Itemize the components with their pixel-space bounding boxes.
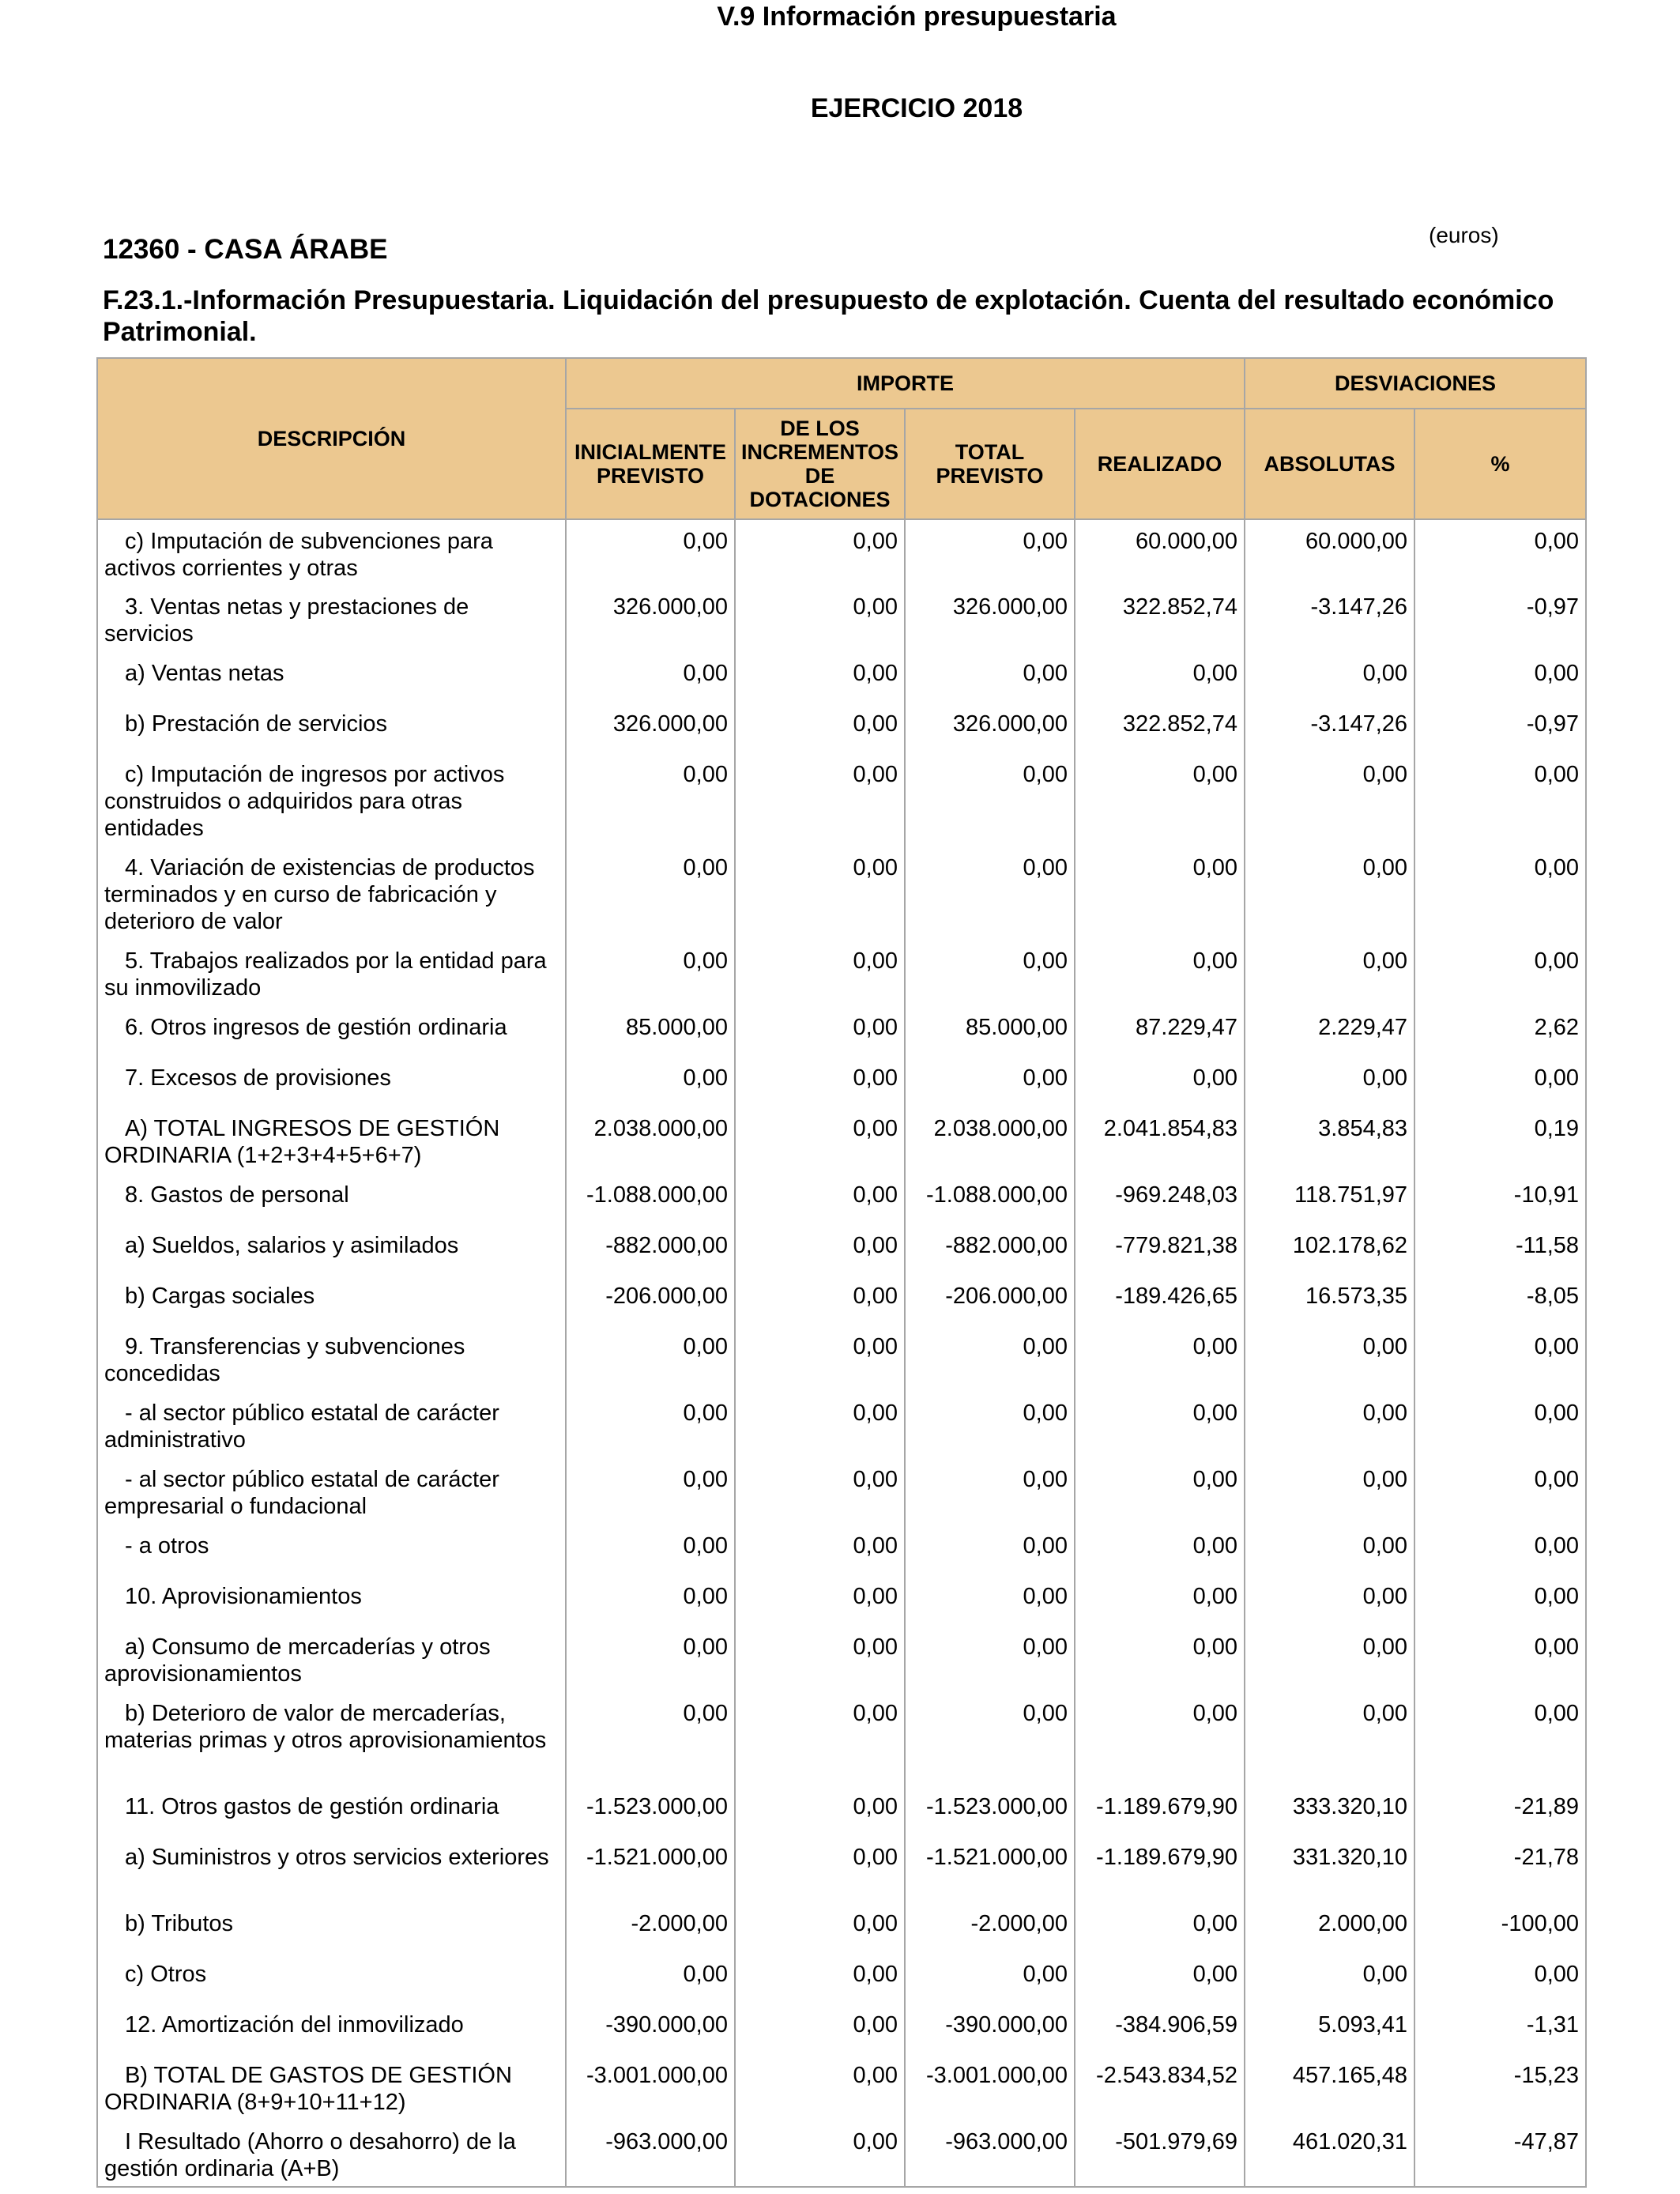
- row-description-text: I Resultado (Ahorro o desahorro) de la gestión ordinaria (A+B): [104, 2129, 516, 2181]
- row-description-text: c) Imputación de ingresos por activos construidos o adquiridos para otras entidades: [104, 762, 505, 841]
- cell-pct: 0,00: [1414, 1525, 1586, 1575]
- header-group-importe: IMPORTE: [566, 358, 1245, 409]
- cell-inc: 0,00: [735, 1785, 905, 1836]
- row-description-text: a) Ventas netas: [125, 661, 284, 686]
- cell-abs: 0,00: [1245, 1057, 1414, 1107]
- row-description-text: 7. Excesos de provisiones: [125, 1065, 391, 1091]
- header-absolutas: ABSOLUTAS: [1245, 409, 1414, 519]
- row-description: [97, 1692, 566, 1785]
- table-row: [97, 1057, 1586, 1107]
- row-description: [97, 1836, 566, 1902]
- cell-real: 322.852,74: [1075, 703, 1245, 753]
- cell-tot: 0,00: [905, 1525, 1075, 1575]
- cell-abs: 0,00: [1245, 940, 1414, 1006]
- cell-ini: -963.000,00: [566, 2120, 735, 2187]
- row-description-text: b) Deterioro de valor de mercaderías, materias primas y otros aprovisionamientos: [104, 1701, 547, 1753]
- cell-ini: -1.523.000,00: [566, 1785, 735, 1836]
- row-description: [97, 519, 566, 586]
- cell-pct: 0,00: [1414, 1626, 1586, 1692]
- row-description-text: 12. Amortización del inmovilizado: [125, 2012, 464, 2038]
- row-description: [97, 846, 566, 940]
- table-row: [97, 940, 1586, 1006]
- row-description: [97, 1902, 566, 1953]
- cell-tot: 0,00: [905, 940, 1075, 1006]
- cell-inc: 0,00: [735, 1458, 905, 1525]
- document-title: V.9 Información presupuestaria: [717, 2, 1117, 32]
- cell-pct: 0,00: [1414, 1392, 1586, 1458]
- cell-real: -1.189.679,90: [1075, 1785, 1245, 1836]
- table-row: [97, 1902, 1586, 1953]
- row-description: [97, 1057, 566, 1107]
- cell-inc: 0,00: [735, 586, 905, 652]
- cell-inc: 0,00: [735, 1953, 905, 2004]
- cell-abs: 60.000,00: [1245, 519, 1414, 586]
- cell-ini: 0,00: [566, 1057, 735, 1107]
- cell-abs: 0,00: [1245, 1525, 1414, 1575]
- cell-real: 0,00: [1075, 1057, 1245, 1107]
- table-row: [97, 2004, 1586, 2054]
- cell-pct: 0,19: [1414, 1107, 1586, 1174]
- cell-tot: 326.000,00: [905, 703, 1075, 753]
- table-row: [97, 1325, 1586, 1392]
- cell-real: 87.229,47: [1075, 1006, 1245, 1057]
- cell-tot: 0,00: [905, 1692, 1075, 1785]
- cell-pct: -11,58: [1414, 1224, 1586, 1275]
- table-row: [97, 1692, 1586, 1785]
- row-description-text: c) Otros: [125, 1962, 207, 1987]
- cell-abs: 0,00: [1245, 1575, 1414, 1626]
- cell-inc: 0,00: [735, 519, 905, 586]
- cell-inc: 0,00: [735, 1224, 905, 1275]
- cell-ini: -1.521.000,00: [566, 1836, 735, 1902]
- cell-pct: 0,00: [1414, 846, 1586, 940]
- cell-pct: 0,00: [1414, 652, 1586, 703]
- header-percent: %: [1414, 409, 1586, 519]
- table-row: [97, 1006, 1586, 1057]
- table-row: [97, 2054, 1586, 2120]
- cell-ini: 0,00: [566, 1626, 735, 1692]
- header-group-desviaciones: DESVIACIONES: [1245, 358, 1586, 409]
- header-total-previsto: TOTAL PREVISTO: [905, 409, 1075, 519]
- row-description: [97, 1392, 566, 1458]
- cell-inc: 0,00: [735, 703, 905, 753]
- cell-ini: -390.000,00: [566, 2004, 735, 2054]
- cell-ini: 0,00: [566, 1458, 735, 1525]
- cell-ini: 0,00: [566, 1575, 735, 1626]
- cell-abs: -3.147,26: [1245, 703, 1414, 753]
- header-descripcion: DESCRIPCIÓN: [97, 358, 566, 519]
- cell-ini: 85.000,00: [566, 1006, 735, 1057]
- cell-abs: 118.751,97: [1245, 1174, 1414, 1224]
- cell-inc: 0,00: [735, 1525, 905, 1575]
- cell-tot: 326.000,00: [905, 586, 1075, 652]
- cell-real: 0,00: [1075, 1325, 1245, 1392]
- cell-ini: 0,00: [566, 1325, 735, 1392]
- cell-pct: -0,97: [1414, 703, 1586, 753]
- cell-real: 0,00: [1075, 1458, 1245, 1525]
- cell-inc: 0,00: [735, 1575, 905, 1626]
- row-description-text: 8. Gastos de personal: [125, 1182, 349, 1208]
- cell-inc: 0,00: [735, 1006, 905, 1057]
- table-row: [97, 1785, 1586, 1836]
- row-description: [97, 652, 566, 703]
- table-row: [97, 703, 1586, 753]
- cell-tot: 0,00: [905, 753, 1075, 846]
- row-description: [97, 1174, 566, 1224]
- cell-ini: 0,00: [566, 1692, 735, 1785]
- row-description-text: a) Consumo de mercaderías y otros aprovisionamientos: [104, 1634, 491, 1687]
- cell-inc: 0,00: [735, 1057, 905, 1107]
- cell-abs: 0,00: [1245, 753, 1414, 846]
- cell-real: 0,00: [1075, 753, 1245, 846]
- cell-pct: 0,00: [1414, 1953, 1586, 2004]
- cell-real: 0,00: [1075, 1692, 1245, 1785]
- cell-abs: 2.229,47: [1245, 1006, 1414, 1057]
- cell-real: 60.000,00: [1075, 519, 1245, 586]
- table-row: [97, 1458, 1586, 1525]
- cell-real: 0,00: [1075, 846, 1245, 940]
- row-description-text: 4. Variación de existencias de productos terminados y en curso de fabricación y deterioro de valor: [104, 855, 535, 934]
- cell-pct: 0,00: [1414, 940, 1586, 1006]
- table-row: [97, 1275, 1586, 1325]
- cell-abs: 457.165,48: [1245, 2054, 1414, 2120]
- cell-abs: 3.854,83: [1245, 1107, 1414, 1174]
- cell-abs: 333.320,10: [1245, 1785, 1414, 1836]
- cell-inc: 0,00: [735, 1836, 905, 1902]
- cell-tot: 0,00: [905, 1325, 1075, 1392]
- cell-ini: 0,00: [566, 652, 735, 703]
- cell-ini: 0,00: [566, 846, 735, 940]
- cell-pct: -8,05: [1414, 1275, 1586, 1325]
- cell-pct: -21,89: [1414, 1785, 1586, 1836]
- row-description: [97, 1006, 566, 1057]
- cell-real: -779.821,38: [1075, 1224, 1245, 1275]
- cell-pct: 0,00: [1414, 1458, 1586, 1525]
- cell-pct: 0,00: [1414, 753, 1586, 846]
- cell-real: 0,00: [1075, 652, 1245, 703]
- row-description-text: 10. Aprovisionamientos: [125, 1584, 362, 1609]
- cell-inc: 0,00: [735, 846, 905, 940]
- cell-tot: -2.000,00: [905, 1902, 1075, 1953]
- exercise-year: EJERCICIO 2018: [810, 93, 1023, 123]
- cell-real: 0,00: [1075, 1902, 1245, 1953]
- table-row: [97, 1525, 1586, 1575]
- table-body: [97, 519, 1586, 2187]
- cell-inc: 0,00: [735, 652, 905, 703]
- cell-tot: 0,00: [905, 1575, 1075, 1626]
- cell-inc: 0,00: [735, 2054, 905, 2120]
- cell-real: -969.248,03: [1075, 1174, 1245, 1224]
- cell-real: 0,00: [1075, 1626, 1245, 1692]
- cell-tot: 2.038.000,00: [905, 1107, 1075, 1174]
- cell-pct: 0,00: [1414, 519, 1586, 586]
- cell-real: -189.426,65: [1075, 1275, 1245, 1325]
- cell-inc: 0,00: [735, 753, 905, 846]
- cell-inc: 0,00: [735, 1392, 905, 1458]
- cell-pct: -10,91: [1414, 1174, 1586, 1224]
- cell-ini: 0,00: [566, 1525, 735, 1575]
- header-incrementos-dotaciones: DE LOS INCREMENTOS DE DOTACIONES: [735, 409, 905, 519]
- header-inicialmente-previsto: INICIALMENTE PREVISTO: [566, 409, 735, 519]
- cell-abs: 0,00: [1245, 846, 1414, 940]
- cell-tot: 0,00: [905, 1392, 1075, 1458]
- cell-pct: 2,62: [1414, 1006, 1586, 1057]
- row-description: [97, 1107, 566, 1174]
- row-description: [97, 1626, 566, 1692]
- budget-table: [96, 357, 1587, 2188]
- row-description: [97, 753, 566, 846]
- cell-ini: 0,00: [566, 519, 735, 586]
- row-description: [97, 2120, 566, 2187]
- cell-inc: 0,00: [735, 1174, 905, 1224]
- cell-real: -2.543.834,52: [1075, 2054, 1245, 2120]
- row-description-text: b) Cargas sociales: [125, 1284, 315, 1309]
- row-description-text: b) Prestación de servicios: [125, 711, 388, 737]
- table-row: [97, 1107, 1586, 1174]
- cell-tot: -390.000,00: [905, 2004, 1075, 2054]
- row-description-text: 3. Ventas netas y prestaciones de servicios: [104, 594, 469, 647]
- cell-real: -384.906,59: [1075, 2004, 1245, 2054]
- row-description-text: B) TOTAL DE GASTOS DE GESTIÓN ORDINARIA (8+9+10+11+12): [104, 2063, 512, 2115]
- cell-tot: -882.000,00: [905, 1224, 1075, 1275]
- cell-real: 0,00: [1075, 1525, 1245, 1575]
- cell-abs: 0,00: [1245, 1953, 1414, 2004]
- cell-real: 322.852,74: [1075, 586, 1245, 652]
- row-description: [97, 1275, 566, 1325]
- cell-pct: -15,23: [1414, 2054, 1586, 2120]
- table-row: [97, 519, 1586, 586]
- cell-inc: 0,00: [735, 1902, 905, 1953]
- row-description: [97, 1224, 566, 1275]
- row-description: [97, 940, 566, 1006]
- cell-ini: -1.088.000,00: [566, 1174, 735, 1224]
- cell-pct: -100,00: [1414, 1902, 1586, 1953]
- cell-tot: -1.088.000,00: [905, 1174, 1075, 1224]
- cell-tot: -206.000,00: [905, 1275, 1075, 1325]
- cell-tot: -1.523.000,00: [905, 1785, 1075, 1836]
- row-description-text: - a otros: [125, 1533, 209, 1559]
- cell-ini: -882.000,00: [566, 1224, 735, 1275]
- cell-tot: 0,00: [905, 1057, 1075, 1107]
- row-description: [97, 1458, 566, 1525]
- row-description: [97, 1525, 566, 1575]
- cell-inc: 0,00: [735, 1107, 905, 1174]
- cell-pct: -1,31: [1414, 2004, 1586, 2054]
- table-row: [97, 652, 1586, 703]
- cell-inc: 0,00: [735, 2004, 905, 2054]
- cell-ini: -3.001.000,00: [566, 2054, 735, 2120]
- cell-ini: 326.000,00: [566, 703, 735, 753]
- cell-ini: 0,00: [566, 940, 735, 1006]
- currency-unit: (euros): [1429, 223, 1499, 247]
- cell-tot: 85.000,00: [905, 1006, 1075, 1057]
- cell-abs: 0,00: [1245, 1458, 1414, 1525]
- table-row: [97, 753, 1586, 846]
- cell-inc: 0,00: [735, 1275, 905, 1325]
- table-row: [97, 1575, 1586, 1626]
- cell-real: 0,00: [1075, 1392, 1245, 1458]
- cell-pct: -0,97: [1414, 586, 1586, 652]
- row-description: [97, 1953, 566, 2004]
- cell-abs: 16.573,35: [1245, 1275, 1414, 1325]
- cell-tot: 0,00: [905, 846, 1075, 940]
- cell-ini: 0,00: [566, 1392, 735, 1458]
- header-realizado: REALIZADO: [1075, 409, 1245, 519]
- table-row: [97, 586, 1586, 652]
- report-title: F.23.1.-Información Presupuestaria. Liquidación del presupuesto de explotación. Cuenta del resultado económico Patrimonial.: [103, 285, 1554, 347]
- cell-abs: 0,00: [1245, 1325, 1414, 1392]
- row-description: [97, 586, 566, 652]
- table-row: [97, 846, 1586, 940]
- row-description: [97, 1785, 566, 1836]
- table-row: [97, 1836, 1586, 1902]
- row-description-text: A) TOTAL INGRESOS DE GESTIÓN ORDINARIA (1+2+3+4+5+6+7): [104, 1116, 500, 1168]
- cell-abs: 0,00: [1245, 1626, 1414, 1692]
- cell-real: -1.189.679,90: [1075, 1836, 1245, 1902]
- cell-inc: 0,00: [735, 940, 905, 1006]
- cell-abs: 0,00: [1245, 1692, 1414, 1785]
- cell-ini: -206.000,00: [566, 1275, 735, 1325]
- cell-ini: 0,00: [566, 753, 735, 846]
- cell-abs: 5.093,41: [1245, 2004, 1414, 2054]
- cell-inc: 0,00: [735, 1626, 905, 1692]
- cell-ini: 2.038.000,00: [566, 1107, 735, 1174]
- cell-pct: -21,78: [1414, 1836, 1586, 1902]
- row-description-text: - al sector público estatal de carácter administrativo: [104, 1400, 499, 1453]
- entity-name: 12360 - CASA ÁRABE: [103, 234, 388, 265]
- cell-tot: 0,00: [905, 652, 1075, 703]
- cell-tot: -1.521.000,00: [905, 1836, 1075, 1902]
- cell-pct: -47,87: [1414, 2120, 1586, 2187]
- cell-abs: 102.178,62: [1245, 1224, 1414, 1275]
- cell-inc: 0,00: [735, 2120, 905, 2187]
- row-description: [97, 2054, 566, 2120]
- cell-abs: 0,00: [1245, 652, 1414, 703]
- row-description-text: b) Tributos: [125, 1911, 233, 1936]
- cell-real: 0,00: [1075, 940, 1245, 1006]
- cell-tot: 0,00: [905, 1458, 1075, 1525]
- cell-inc: 0,00: [735, 1325, 905, 1392]
- table-row: [97, 1953, 1586, 2004]
- cell-tot: 0,00: [905, 1953, 1075, 2004]
- row-description-text: - al sector público estatal de carácter empresarial o fundacional: [104, 1467, 499, 1519]
- table-header: [97, 358, 1586, 519]
- row-description: [97, 1325, 566, 1392]
- row-description: [97, 2004, 566, 2054]
- cell-tot: 0,00: [905, 519, 1075, 586]
- cell-abs: 461.020,31: [1245, 2120, 1414, 2187]
- cell-real: 2.041.854,83: [1075, 1107, 1245, 1174]
- table-row: [97, 1174, 1586, 1224]
- row-description-text: a) Sueldos, salarios y asimilados: [125, 1233, 459, 1258]
- cell-pct: 0,00: [1414, 1575, 1586, 1626]
- row-description: [97, 703, 566, 753]
- cell-pct: 0,00: [1414, 1692, 1586, 1785]
- cell-ini: 326.000,00: [566, 586, 735, 652]
- cell-real: 0,00: [1075, 1953, 1245, 2004]
- cell-abs: 2.000,00: [1245, 1902, 1414, 1953]
- table-row: [97, 1626, 1586, 1692]
- row-description-text: 9. Transferencias y subvenciones concedidas: [104, 1334, 465, 1386]
- cell-inc: 0,00: [735, 1692, 905, 1785]
- cell-pct: 0,00: [1414, 1325, 1586, 1392]
- cell-tot: -3.001.000,00: [905, 2054, 1075, 2120]
- cell-ini: -2.000,00: [566, 1902, 735, 1953]
- cell-tot: -963.000,00: [905, 2120, 1075, 2187]
- row-description-text: a) Suministros y otros servicios exteriores: [125, 1845, 549, 1870]
- cell-abs: 0,00: [1245, 1392, 1414, 1458]
- row-description: [97, 1575, 566, 1626]
- cell-real: -501.979,69: [1075, 2120, 1245, 2187]
- cell-ini: 0,00: [566, 1953, 735, 2004]
- table-row: [97, 2120, 1586, 2187]
- row-description-text: c) Imputación de subvenciones para activos corrientes y otras: [104, 529, 493, 581]
- cell-real: 0,00: [1075, 1575, 1245, 1626]
- row-description-text: 5. Trabajos realizados por la entidad para su inmovilizado: [104, 948, 547, 1001]
- row-description-text: 6. Otros ingresos de gestión ordinaria: [125, 1015, 507, 1040]
- table-row: [97, 1392, 1586, 1458]
- table-row: [97, 1224, 1586, 1275]
- cell-abs: -3.147,26: [1245, 586, 1414, 652]
- row-description-text: 11. Otros gastos de gestión ordinaria: [125, 1794, 499, 1819]
- cell-abs: 331.320,10: [1245, 1836, 1414, 1902]
- cell-tot: 0,00: [905, 1626, 1075, 1692]
- cell-pct: 0,00: [1414, 1057, 1586, 1107]
